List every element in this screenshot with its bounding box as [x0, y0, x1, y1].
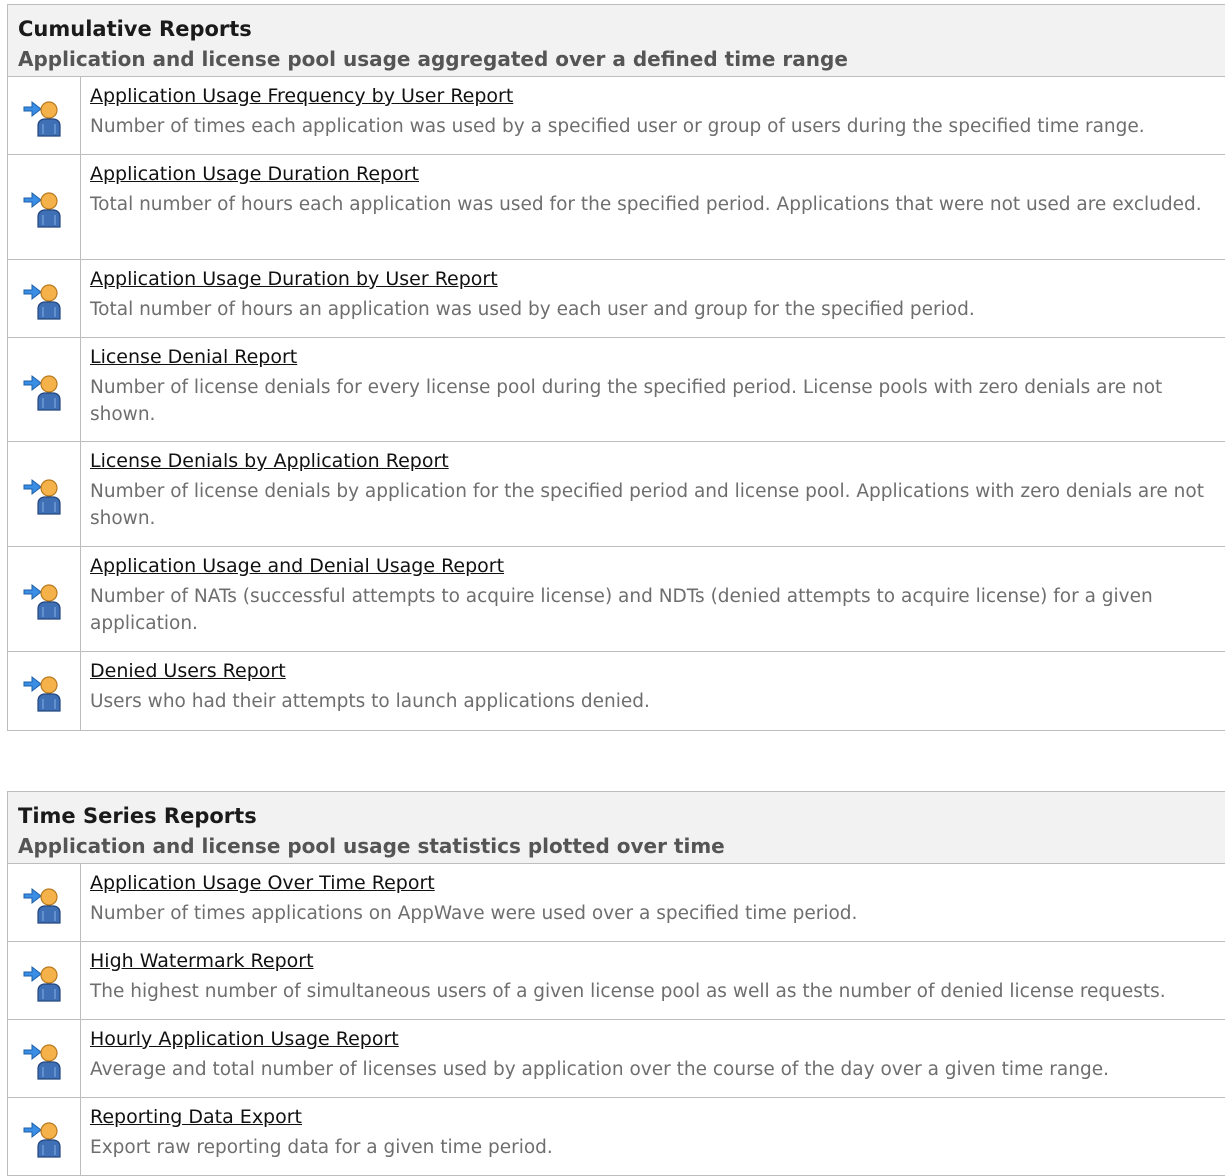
section-header	[8, 792, 1225, 864]
report-description: Average and total number of licenses used by application over the course of the day over a given time range.	[90, 1059, 1109, 1080]
report-link-hourly-app-usage[interactable]: Hourly Application Usage Report	[90, 1028, 399, 1050]
report-row	[8, 547, 1225, 652]
report-link-app-usage-frequency-by-user[interactable]: Application Usage Frequency by User Report	[90, 85, 514, 107]
report-link-app-usage-duration-by-user[interactable]: Application Usage Duration by User Report	[90, 268, 498, 290]
report-link-app-usage-over-time[interactable]: Application Usage Over Time Report	[90, 872, 435, 894]
report-description: Total number of hours each application was used for the specified period. Applications that were not used are excluded.	[90, 194, 1202, 215]
section-subtitle: Application and license pool usage aggregated over a defined time range	[18, 47, 848, 71]
report-row	[8, 1020, 1225, 1098]
report-description: Number of times applications on AppWave were used over a specified time period.	[90, 903, 858, 924]
report-description: Number of license denials for every license pool during the specified period. License pools with zero denials are not shown.	[90, 377, 1163, 425]
report-link-license-denials-by-application[interactable]: License Denials by Application Report	[90, 450, 449, 472]
user-report-icon[interactable]	[8, 1020, 81, 1097]
report-description: Number of times each application was used by a specified user or group of users during the specified time range.	[90, 116, 1145, 137]
report-link-reporting-data-export[interactable]: Reporting Data Export	[90, 1106, 303, 1128]
section-title: Cumulative Reports	[18, 17, 252, 41]
user-report-icon[interactable]	[8, 547, 81, 651]
section-title: Time Series Reports	[18, 804, 257, 828]
report-description: Number of license denials by application for the specified period and license pool. Applications with zero denials are not shown.	[90, 481, 1204, 529]
report-row	[8, 864, 1225, 942]
report-row	[8, 155, 1225, 260]
report-row	[8, 1098, 1225, 1176]
user-report-icon[interactable]	[8, 652, 81, 730]
report-link-app-usage-and-denial-usage[interactable]: Application Usage and Denial Usage Report	[90, 555, 505, 577]
report-row	[8, 942, 1225, 1020]
report-description: Total number of hours an application was used by each user and group for the specified period.	[90, 299, 975, 320]
report-row	[8, 652, 1225, 731]
user-report-icon[interactable]	[8, 442, 81, 546]
report-row	[8, 338, 1225, 442]
user-report-icon[interactable]	[8, 260, 81, 337]
report-link-denied-users[interactable]: Denied Users Report	[90, 660, 286, 682]
user-report-icon[interactable]	[8, 864, 81, 941]
user-report-icon[interactable]	[8, 155, 81, 259]
report-row	[8, 77, 1225, 155]
report-description: The highest number of simultaneous users of a given license pool as well as the number of denied license requests.	[90, 981, 1166, 1002]
report-link-high-watermark[interactable]: High Watermark Report	[90, 950, 314, 972]
cumulative-reports-section	[7, 4, 1225, 731]
user-report-icon[interactable]	[8, 77, 81, 154]
section-header	[8, 5, 1225, 77]
time-series-reports-section	[7, 791, 1225, 1176]
report-link-app-usage-duration[interactable]: Application Usage Duration Report	[90, 163, 419, 185]
user-report-icon[interactable]	[8, 942, 81, 1019]
report-row	[8, 260, 1225, 338]
section-subtitle: Application and license pool usage statistics plotted over time	[18, 834, 725, 858]
report-description: Users who had their attempts to launch applications denied.	[90, 691, 650, 712]
report-description: Number of NATs (successful attempts to acquire license) and NDTs (denied attempts to acquire license) for a given application.	[90, 586, 1153, 634]
user-report-icon[interactable]	[8, 1098, 81, 1175]
report-link-license-denial[interactable]: License Denial Report	[90, 346, 298, 368]
report-row	[8, 442, 1225, 547]
user-report-icon[interactable]	[8, 338, 81, 441]
report-description: Export raw reporting data for a given time period.	[90, 1137, 553, 1158]
